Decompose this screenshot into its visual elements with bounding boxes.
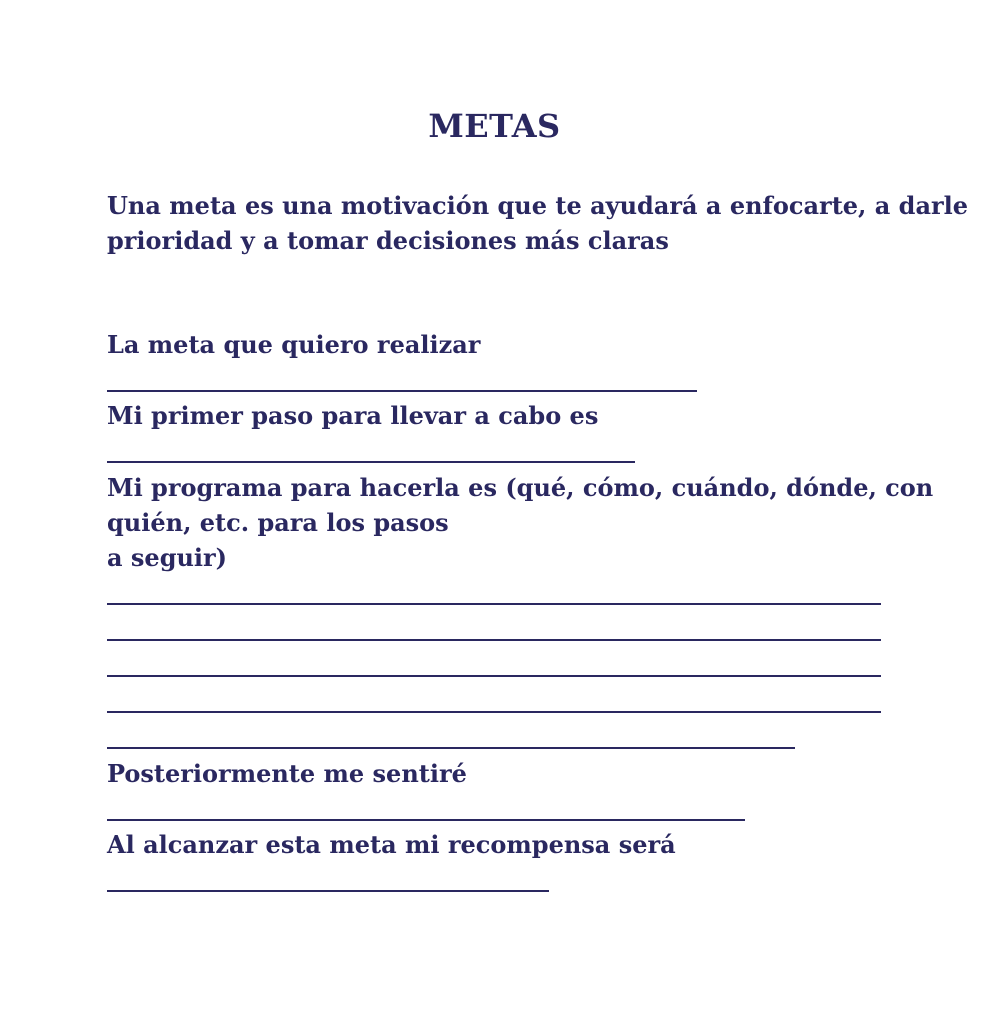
program-prompt-line-1: Mi programa para hacerla es (qué, cómo, cuándo, dónde, con	[107, 473, 934, 502]
program-answer-line-1	[107, 603, 881, 605]
program-answer-line-4	[107, 711, 881, 713]
program-prompt-line-3: a seguir)	[107, 543, 228, 572]
intro-text-line-2: prioridad y a tomar decisiones más claras	[107, 226, 669, 255]
goal-prompt: La meta que quiero realizar	[107, 330, 481, 359]
afterwards-prompt: Posteriormente me sentiré	[107, 759, 467, 788]
page-title: METAS	[428, 107, 561, 145]
first-step-answer-line	[107, 461, 635, 463]
reward-prompt: Al alcanzar esta meta mi recompensa será	[107, 830, 676, 859]
program-answer-line-5	[107, 747, 795, 749]
first-step-prompt: Mi primer paso para llevar a cabo es	[107, 401, 599, 430]
intro-text-line-1: Una meta es una motivación que te ayudará a enfocarte, a darle	[107, 191, 969, 220]
program-prompt-line-2: quién, etc. para los pasos	[107, 508, 449, 537]
program-answer-line-3	[107, 675, 881, 677]
afterwards-answer-line	[107, 819, 745, 821]
reward-answer-line	[107, 890, 549, 892]
program-answer-line-2	[107, 639, 881, 641]
goal-answer-line	[107, 390, 697, 392]
